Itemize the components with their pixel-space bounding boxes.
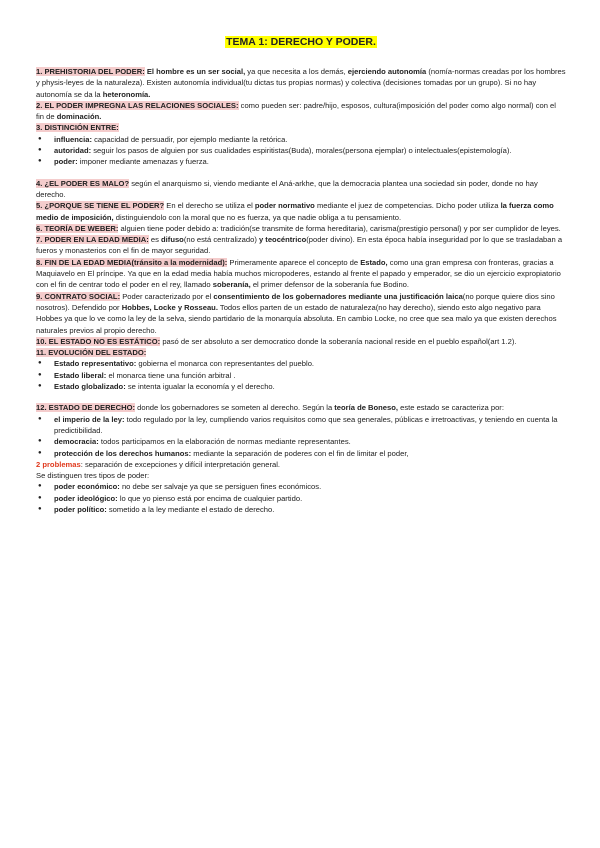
section-8: 8. FIN DE LA EDAD MEDIA(tránsito a la modernidad): Primeramente aparece el concepto de Estado, como una gran empresa con fronteras, gracias a Maquiavelo en El príncipe. Ya que en la edad media había muchos micropoderes, estando al frente el papado y emperador, se dio un ejercicio expropiatorio con el fin de centrar todo el poder en el rey, llamado soberanía, el primer defensor de la soberanía fue Bodino. bbox=[36, 257, 561, 290]
distinction-list bbox=[36, 134, 566, 168]
section-4: 4. ¿EL PODER ES MALO? según el anarquismo si, viendo mediante el Aná-arkhe, que la democracia plantea una sociedad sin poder, donde no hay derecho. bbox=[36, 178, 538, 199]
list-item: ● protección de los derechos humanos: mediante la separación de poderes con el fin de limitar el poder, bbox=[36, 448, 566, 459]
section-1: 1. PREHISTORIA DEL PODER: El hombre es un ser social, ya que necesita a los demás, ejerciendo autonomía (nomía-normas creadas por los hombres y physis-leyes de la naturaleza). Existen autonomía individual(tu dictas tus propias normas) y colectiva (decisiones tomadas por un grupo). Si no hay autonomía se da la heteronomía. bbox=[36, 67, 566, 99]
list-item: ● influencia: capacidad de persuadir, por ejemplo mediante la retórica. bbox=[36, 134, 566, 145]
list-item: ● autoridad: seguir los pasos de alguien por sus cualidades espiritistas(Buda), morales(persona ejemplar) o intelectuales(epistemología). bbox=[36, 145, 566, 156]
section-3 bbox=[36, 122, 566, 167]
section-4-heading: 4. ¿EL PODER ES MALO? bbox=[36, 178, 130, 188]
list-item: ● poder económico: no debe ser salvaje ya que se persiguen fines económicos. bbox=[36, 481, 566, 492]
list-item: ● Estado liberal: el monarca tiene una función arbitral . bbox=[36, 370, 566, 381]
section-9: 9. CONTRATO SOCIAL: Poder caracterizado por el consentimiento de los gobernadores mediante una justificación laica(no porque quiere dios sino nosotros). Defendido por Hobbes, Locke y Rosseau. Todos ellos parten de un estado de naturaleza(no hay derecho), siendo esto algo negativo para Hobbes ya que lo ve como la ley de la selva, siendo partidario de la monarquía absoluta. En cambio Locke, no cree que sea malo ya que existen derechos naturales previos al propio derecho. bbox=[36, 291, 557, 335]
power-types-list bbox=[36, 481, 566, 515]
list-item: ● Estado globalizado: se intenta igualar la economía y el derecho. bbox=[36, 381, 566, 392]
section-10-heading: 10. EL ESTADO NO ES ESTÁTICO: bbox=[36, 336, 161, 346]
section-6: 6. TEORÍA DE WEBER: alguien tiene poder debido a: tradición(se transmite de forma hereditaria), carisma(prestigio personal) y por ser cumplidor de leyes. bbox=[36, 223, 561, 233]
section-7-heading: 7. PODER EN LA EDAD MEDIA: bbox=[36, 235, 149, 245]
section-11-heading: 11. EVOLUCIÓN DEL ESTADO: bbox=[36, 348, 147, 358]
section-5-heading: 5. ¿PORQUE SE TIENE EL PODER? bbox=[36, 201, 165, 211]
list-item: ● poder político: sometido a la ley mediante el estado de derecho. bbox=[36, 504, 566, 515]
section-2: 2. EL PODER IMPREGNA LAS RELACIONES SOCIALES: como pueden ser: padre/hijo, esposos, cultura(imposición del poder como algo normal) con el fin de dominación. bbox=[36, 100, 556, 122]
section-12: 12. ESTADO DE DERECHO: donde los gobernadores se someten al derecho. Según la teoría de Boneso, este estado se caracteriza por: ● el imperio de la ley: todo regulado por la ley, cumpliendo varios requisitos como que sea generales, públicas e irretroactivas, y teniendo en cuenta la predictibilidad. ● democracia: todos participamos en la elaboración de normas mediante representantes. ● protección de los derechos humanos: mediante la separación de poderes con el fin de limitar el poder, 2 problemas: separación de excepciones y difícil interpretación general. Se distinguen tres tipos de poder: ● poder económico: no debe ser salvaje ya que se persiguen fines económicos. ● poder ideológico: lo que yo pienso está por encima de cualquier partido. ● poder político: sometido a la ley mediante el estado de derecho. bbox=[36, 402, 566, 515]
section-8-heading: 8. FIN DE LA EDAD MEDIA(tránsito a la modernidad): bbox=[36, 257, 228, 267]
page-title: TEMA 1: DERECHO Y PODER. bbox=[226, 36, 376, 48]
section-11 bbox=[36, 347, 566, 392]
evolution-list bbox=[36, 358, 566, 392]
document-page bbox=[36, 36, 566, 525]
list-item: ● poder: imponer mediante amenazas y fuerza. bbox=[36, 156, 566, 167]
section-3-heading: 3. DISTINCIÓN ENTRE: bbox=[36, 123, 119, 133]
power-types-intro: Se distinguen tres tipos de poder: bbox=[36, 471, 150, 481]
section-12-heading: 12. ESTADO DE DERECHO: bbox=[36, 403, 136, 413]
list-item: ● el imperio de la ley: todo regulado por la ley, cumpliendo varios requisitos como que sea generales, públicas e irretroactivas, y teniendo en cuenta la predictibilidad. bbox=[36, 414, 566, 437]
section-7: 7. PODER EN LA EDAD MEDIA: es difuso(no está centralizado) y teocéntrico(poder divino). En esta época había inseguridad por lo que se trasladaban a fueros y monasterios con el fin de mayor seguridad. bbox=[36, 235, 563, 256]
list-item: ● Estado representativo: gobierna el monarca con representantes del pueblo. bbox=[36, 358, 566, 369]
section-1-heading: 1. PREHISTORIA DEL PODER: bbox=[36, 67, 145, 76]
section-10: 10. EL ESTADO NO ES ESTÁTICO: pasó de ser absoluto a ser democratico donde la soberanía nacional reside en el pueblo español(art 1.2). bbox=[36, 336, 517, 346]
rule-of-law-list bbox=[36, 414, 566, 459]
section-6-heading: 6. TEORÍA DE WEBER: bbox=[36, 223, 119, 233]
section-5: 5. ¿PORQUE SE TIENE EL PODER? En el derecho se utiliza el poder normativo mediante el juez de competencias. Dicho poder utiliza la fuerza como medio de imposición, distinguiendolo con la moral que no es fuerza, ya que nadie obliga a tu pensamiento. bbox=[36, 201, 554, 222]
list-item: ● poder ideológico: lo que yo pienso está por encima de cualquier partido. bbox=[36, 493, 566, 504]
problems-line: 2 problemas: separación de excepciones y difícil interpretación general. bbox=[36, 459, 280, 469]
section-2-heading: 2. EL PODER IMPREGNA LAS RELACIONES SOCIALES: bbox=[36, 100, 239, 110]
list-item: ● democracia: todos participamos en la elaboración de normas mediante representantes. bbox=[36, 436, 566, 447]
section-9-heading: 9. CONTRATO SOCIAL: bbox=[36, 291, 121, 301]
